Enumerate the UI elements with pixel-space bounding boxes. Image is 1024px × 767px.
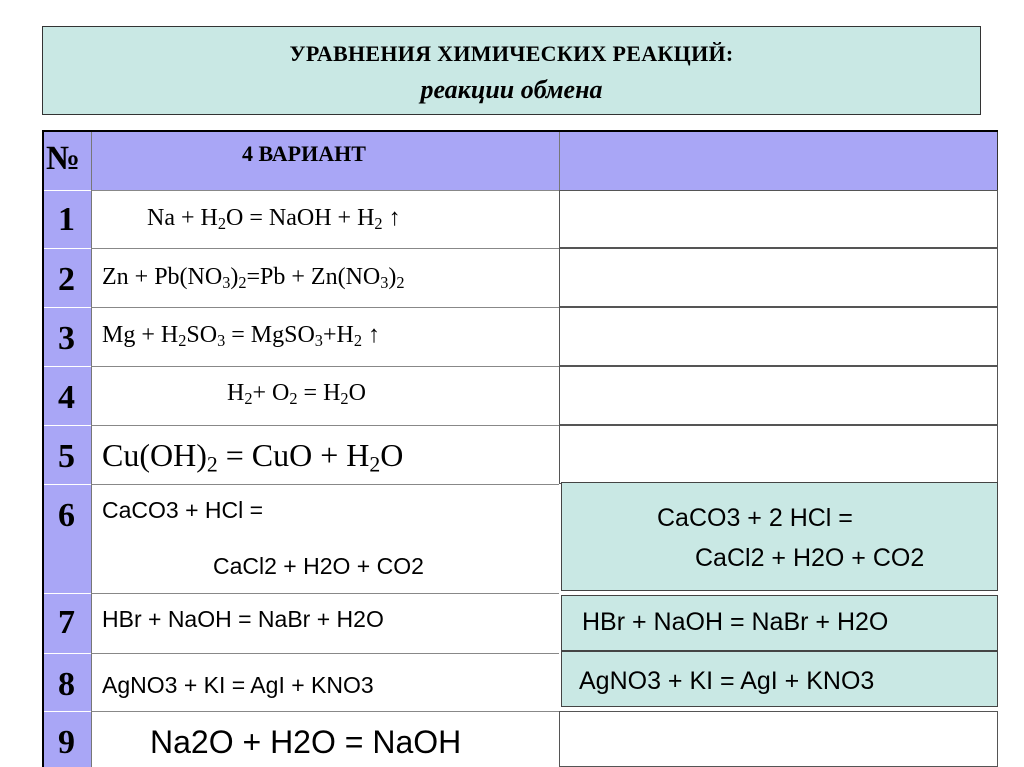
row-number: 9: [42, 711, 91, 767]
row-number: 5: [42, 425, 91, 484]
answer-cell: [559, 190, 998, 248]
page-title: УРАВНЕНИЯ ХИМИЧЕСКИХ РЕАКЦИЙ:: [289, 41, 734, 66]
answer-cell: [559, 248, 998, 307]
answer-box-8: [561, 651, 998, 707]
answer-cell: [559, 366, 998, 425]
answer-text: HBr + NaOH = NaBr + H2O: [582, 608, 889, 636]
equation-text: HBr + NaOH = NaBr + H2O: [102, 606, 384, 632]
answer-cell: [559, 425, 998, 484]
equation-cell: [91, 425, 559, 484]
equation-cell: [91, 307, 559, 366]
equation-text-line2: CaCl2 + H2O + CO2: [213, 553, 424, 579]
title-box: [42, 26, 981, 115]
answer-text: AgNO3 + KI = AgI + KNO3: [579, 667, 875, 695]
answer-box-6: [561, 482, 998, 591]
row-number: 1: [42, 190, 91, 248]
row-number: 4: [42, 366, 91, 425]
equation-cell: [91, 593, 559, 653]
answer-cell: [559, 307, 998, 366]
number-header: №: [46, 140, 81, 177]
page-subtitle: реакции обмена: [420, 75, 603, 104]
equation-text: Na2O + H2O = NaOH: [150, 724, 462, 760]
equation-cell: [91, 248, 559, 307]
answer-text-line1: CaCO3 + 2 HCl =: [657, 504, 853, 532]
equation-text: $Cu(OH)_2$ = CuO + $H_2O$: [102, 437, 404, 477]
equation-cell: [91, 711, 559, 767]
answer-box-7: [561, 595, 998, 651]
equation-text: $Na + H_2O$ = NaOH + $H_2$ ↑: [147, 205, 401, 234]
variant-header: 4 ВАРИАНТ: [242, 141, 366, 166]
row-number: 6: [42, 484, 91, 593]
row-number: 7: [42, 593, 91, 653]
equation-cell: [91, 484, 559, 593]
equation-cell: [91, 190, 559, 248]
equation-text: $H_2+ O_2 = H_2O$: [227, 380, 366, 409]
row-number: 3: [42, 307, 91, 366]
header-answer-cell: [559, 131, 998, 190]
equation-text: $Zn + Pb(NO_3)_2=Pb + Zn(NO_3)_2$: [102, 264, 405, 293]
answer-text-line2: CaCl2 + H2O + CO2: [695, 544, 925, 572]
answer-cell: [559, 711, 998, 767]
equation-cell: [91, 366, 559, 425]
row-number: 8: [42, 653, 91, 711]
equation-cell: [91, 653, 559, 711]
equation-text-line1: CaCO3 + HCl =: [102, 497, 264, 523]
equation-text: AgNO3 + KI = AgI + KNO3: [102, 672, 374, 698]
row-number: 2: [42, 248, 91, 307]
equation-text: $Mg + H_2SO_3$ = $MgSO_3+H_2$ ↑: [102, 322, 380, 351]
header-variant-cell: [91, 131, 559, 190]
